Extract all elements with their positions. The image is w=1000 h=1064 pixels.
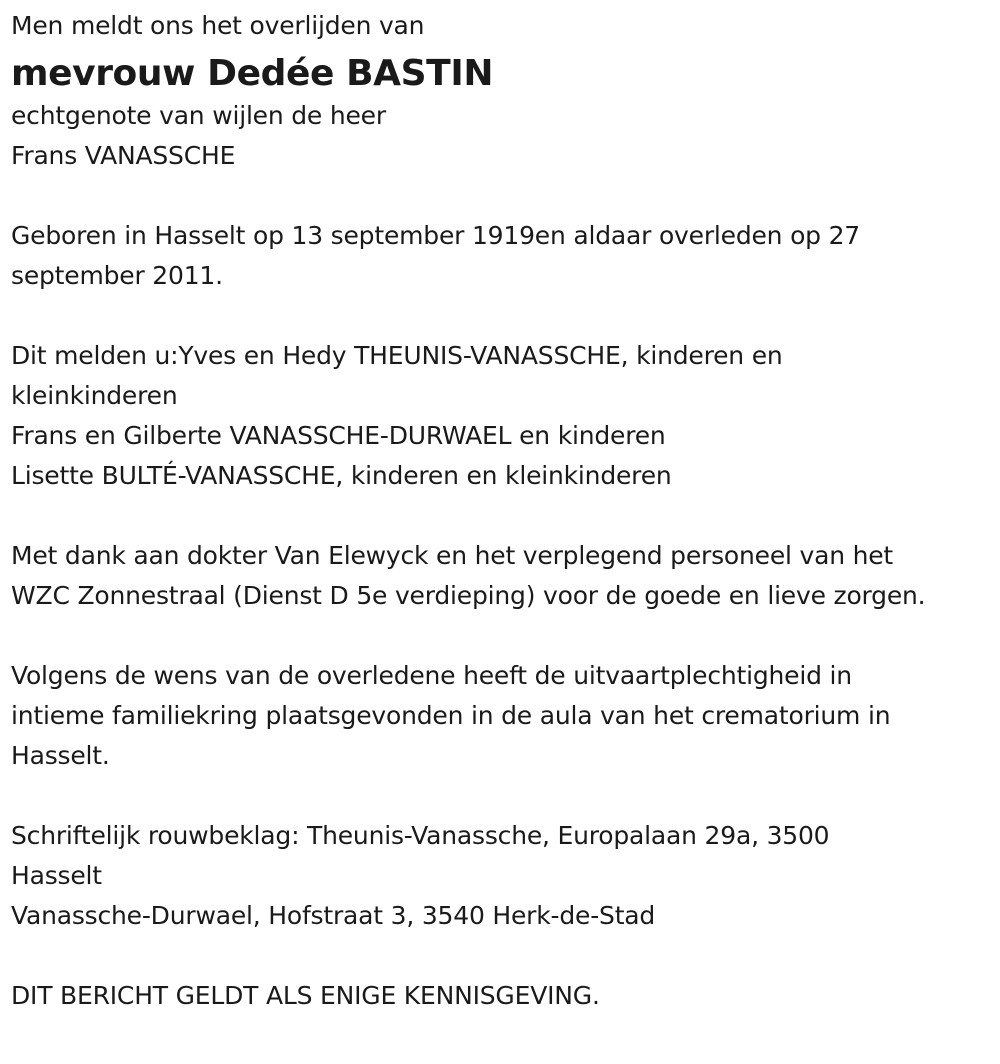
birth-death-line: september 2011.	[11, 261, 223, 290]
announcers-line: Dit melden u:Yves en Hedy THEUNIS-VANASSCHE, kinderen en	[11, 341, 783, 370]
paragraph-gap	[11, 616, 996, 656]
spouse-section	[11, 96, 996, 176]
thanks-line: WZC Zonnestraal (Dienst D 5e verdieping) voor de goede en lieve zorgen.	[11, 581, 926, 610]
paragraph-gap	[11, 496, 996, 536]
ceremony-line: Hasselt.	[11, 741, 110, 770]
condolences-section	[11, 816, 996, 936]
spouse-line: echtgenote van wijlen de heer	[11, 101, 386, 130]
paragraph-gap	[11, 176, 996, 216]
birth-death-line: Geboren in Hasselt op 13 september 1919en aldaar overleden op 27	[11, 221, 860, 250]
paragraph-gap	[11, 776, 996, 816]
thanks-line: Met dank aan dokter Van Elewyck en het verplegend personeel van het	[11, 541, 894, 570]
condolences-line: Schriftelijk rouwbeklag: Theunis-Vanassche, Europalaan 29a, 3500	[11, 821, 830, 850]
announcers-line: kleinkinderen	[11, 381, 178, 410]
ceremony-line: Volgens de wens van de overledene heeft de uitvaartplechtigheid in	[11, 661, 852, 690]
thanks-section	[11, 536, 996, 616]
announcers-section	[11, 336, 996, 496]
condolences-line: Vanassche-Durwael, Hofstraat 3, 3540 Herk-de-Stad	[11, 901, 656, 930]
paragraph-gap	[11, 936, 996, 976]
intro-text: Men meldt ons het overlijden van	[11, 11, 425, 40]
condolences-line: Hasselt	[11, 861, 102, 890]
birth-death-section	[11, 216, 996, 296]
deceased-name: mevrouw Dedée BASTIN	[11, 53, 494, 94]
ceremony-line: intieme familiekring plaatsgevonden in de aula van het crematorium in	[11, 701, 891, 730]
announcers-line: Frans en Gilberte VANASSCHE-DURWAEL en kinderen	[11, 421, 666, 450]
paragraph-gap	[11, 296, 996, 336]
spouse-line: Frans VANASSCHE	[11, 141, 236, 170]
notice-text: DIT BERICHT GELDT ALS ENIGE KENNISGEVING.	[11, 981, 600, 1010]
announcers-line: Lisette BULTÉ-VANASSCHE, kinderen en kleinkinderen	[11, 461, 672, 490]
obituary-notice	[11, 6, 996, 1016]
ceremony-section	[11, 656, 996, 776]
